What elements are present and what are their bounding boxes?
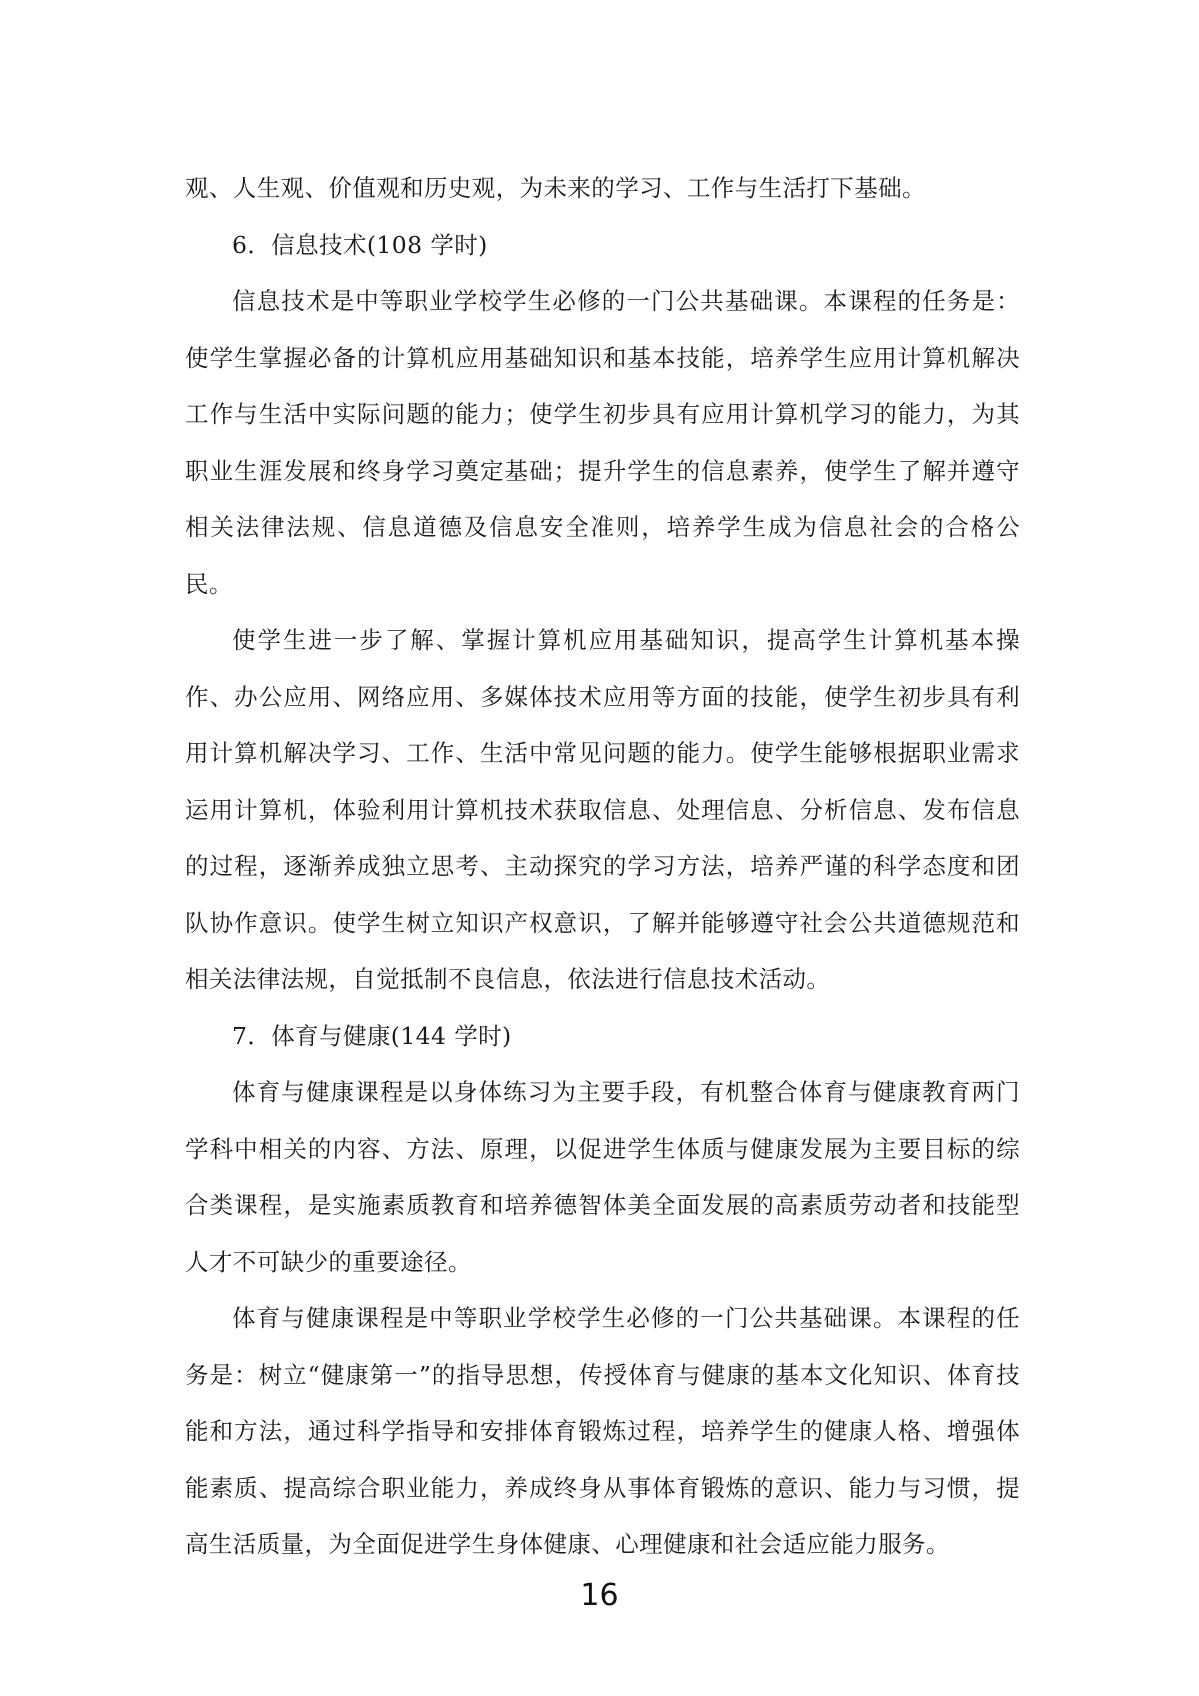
paragraph-pe-course-definition: 体育与健康课程是以身体练习为主要手段，有机整合体育与健康教育两门学科中相关的内容、方法、原理，以促进学生体质与健康发展为主要目标的综合类课程，是实施素质教育和培养德智体美全面发展的高素质劳动者和技能型人才不可缺少的重要途径。 <box>185 1078 1020 1276</box>
paragraph-it-course-goals: 使学生进一步了解、掌握计算机应用基础知识，提高学生计算机基本操作、办公应用、网络应用、多媒体技术应用等方面的技能，使学生初步具有利用计算机解决学习、工作、生活中常见问题的能力。使学生能够根据职业需求运用计算机，体验利用计算机技术获取信息、处理信息、分析信息、发布信息的过程，逐渐养成独立思考、主动探究的学习方法，培养严谨的科学态度和团队协作意识。使学生树立知识产权意识，了解并能够遵守社会公共道德规范和相关法律法规，自觉抵制不良信息，依法进行信息技术活动。 <box>185 626 1020 993</box>
section-heading-physical-education: 7．体育与健康(144 学时) <box>232 1021 512 1050</box>
section-heading-information-technology: 6．信息技术(108 学时) <box>232 230 488 259</box>
paragraph-continuation: 观、人生观、价值观和历史观，为未来的学习、工作与生活打下基础。 <box>185 174 926 202</box>
paragraph-it-course-task: 信息技术是中等职业学校学生必修的一门公共基础课。本课程的任务是：使学生掌握必备的计算机应用基础知识和基本技能，培养学生应用计算机解决工作与生活中实际问题的能力；使学生初步具有应用计算机学习的能力，为其职业生涯发展和终身学习奠定基础；提升学生的信息素养，使学生了解并遵守相关法律法规、信息道德及信息安全准则，培养学生成为信息社会的合格公民。 <box>185 287 1020 598</box>
document-body <box>185 160 1020 1573</box>
page-number: 16 <box>580 1578 619 1613</box>
paragraph-pe-course-task: 体育与健康课程是中等职业学校学生必修的一门公共基础课。本课程的任务是：树立“健康第一”的指导思想，传授体育与健康的基本文化知识、体育技能和方法，通过科学指导和安排体育锻炼过程，培养学生的健康人格、增强体能素质、提高综合职业能力，养成终身从事体育锻炼的意识、能力与习惯，提高生活质量，为全面促进学生身体健康、心理健康和社会适应能力服务。 <box>185 1304 1020 1558</box>
